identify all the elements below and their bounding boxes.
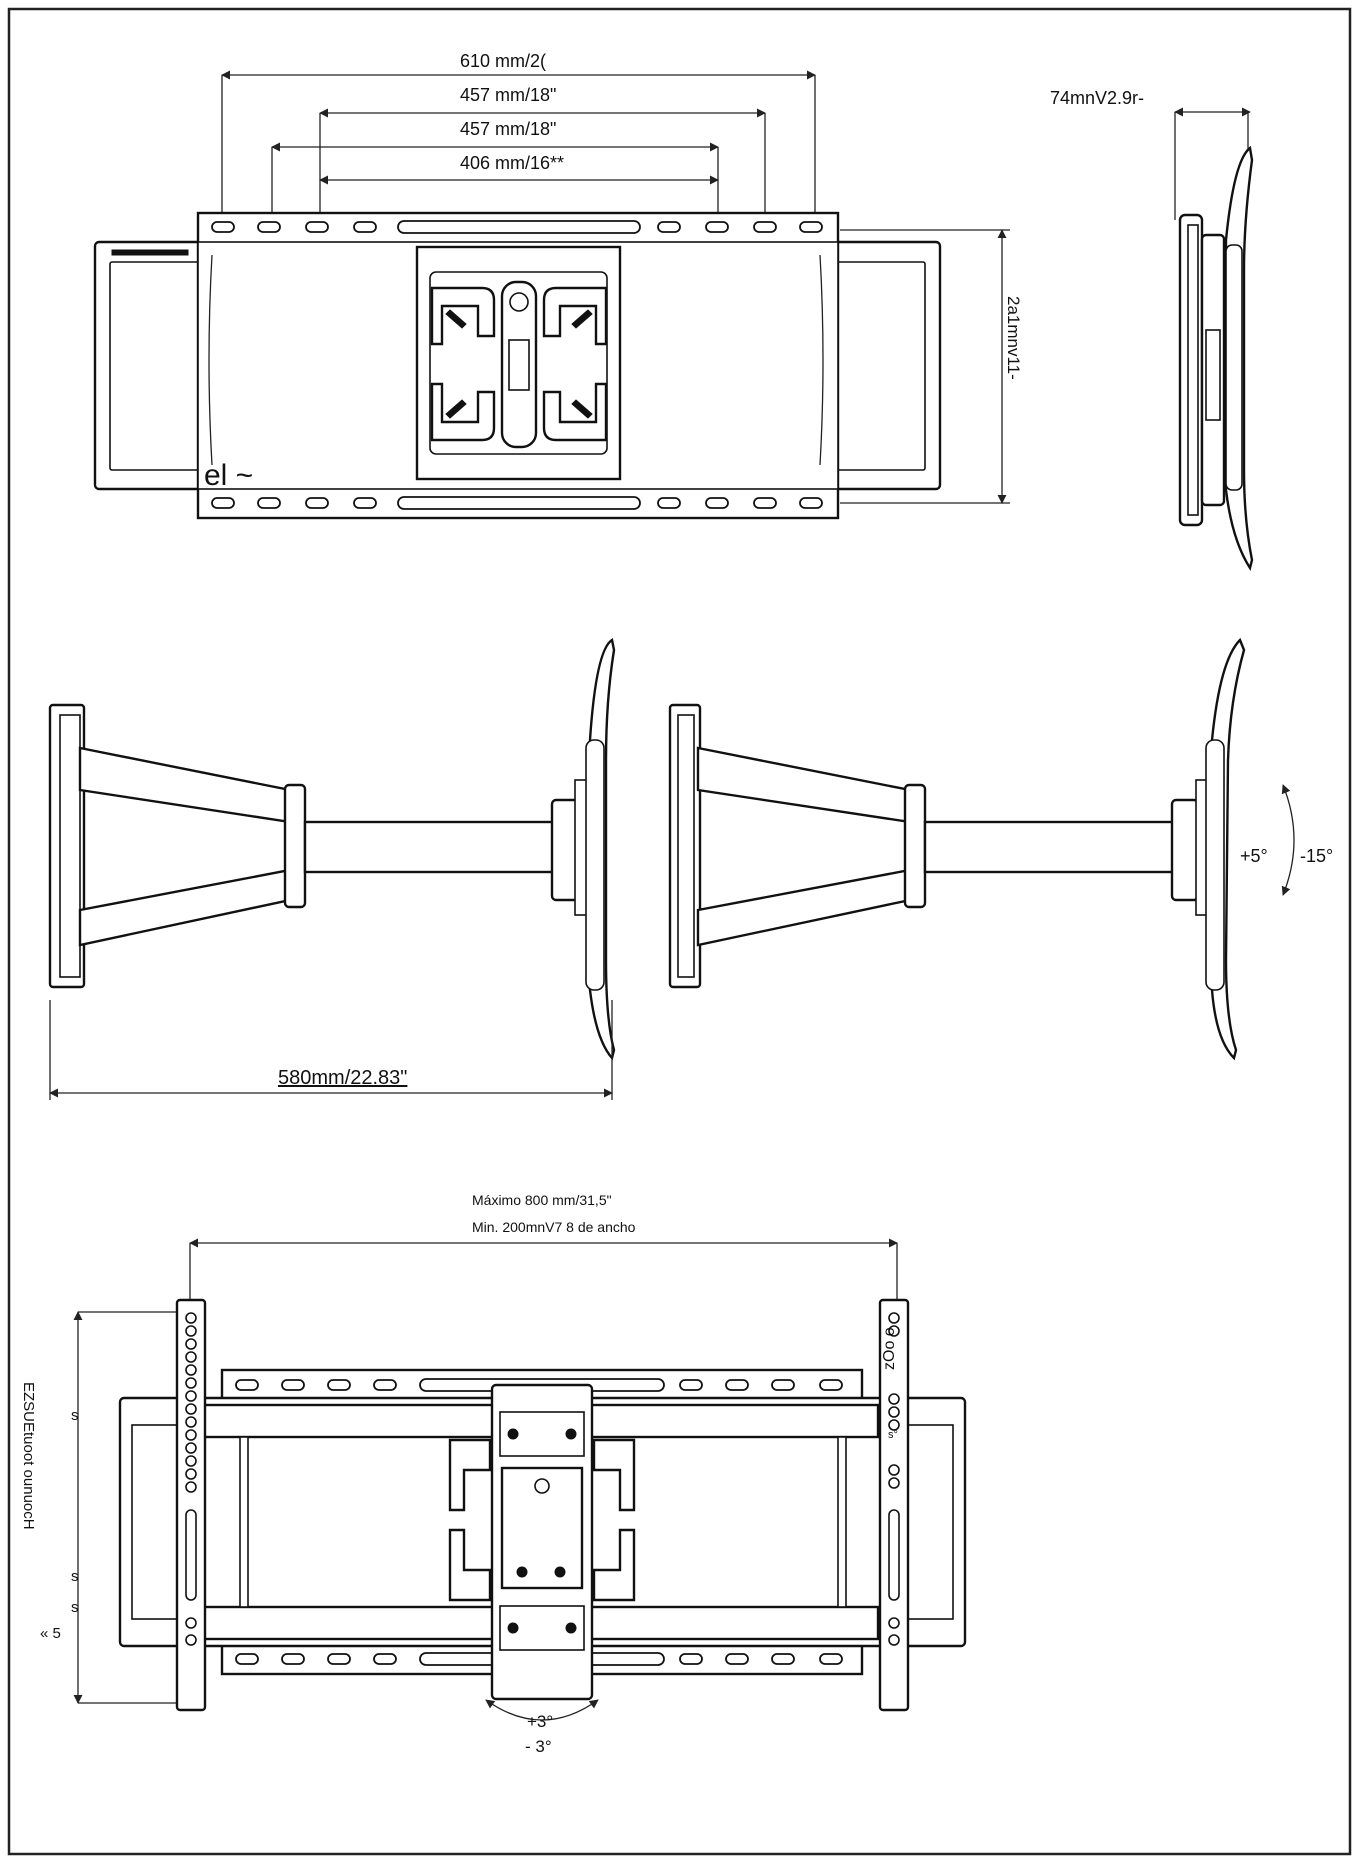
- rail-note-2: s°: [888, 1429, 898, 1441]
- tilt-down-angle: -15°: [1300, 846, 1334, 866]
- dimension-depth: 74mnV2.9r-: [1050, 88, 1145, 108]
- arm-view-tilt: [670, 640, 1333, 1058]
- front-view-vesa: [20, 1192, 965, 1756]
- dimension-457mm-b: 457 mm/18": [460, 119, 557, 139]
- side-mark-4: « 5: [40, 1625, 61, 1642]
- dimension-610mm: 610 mm/2(: [460, 51, 547, 71]
- swivel-plus-angle: +3°: [527, 1712, 554, 1731]
- top-view-wall-plate: [95, 51, 1023, 518]
- dimension-min-width: Min. 200mnV7 8 de ancho: [472, 1219, 636, 1235]
- dimension-extension: 580mm/22.83": [278, 1067, 408, 1089]
- side-mark-1: s: [71, 1407, 79, 1424]
- corner-note: el ~: [204, 459, 254, 492]
- dimension-height-rotated: ΕΖSUEtuoot ounuocH: [20, 1382, 37, 1530]
- tilt-up-angle: +5°: [1240, 846, 1268, 866]
- dimension-max-width: Máximo 800 mm/31,5": [472, 1192, 612, 1208]
- rail-note-1: zOo o: [881, 1327, 898, 1370]
- arm-view-extended: [50, 640, 614, 1100]
- swivel-minus-angle: - 3°: [525, 1737, 552, 1756]
- side-mark-2: s: [71, 1568, 79, 1585]
- dimension-457mm-a: 457 mm/18": [460, 85, 557, 105]
- side-mark-3: s: [71, 1599, 79, 1616]
- side-view: [1050, 88, 1252, 568]
- dimension-height-vertical: 2a1mnv11-: [1004, 296, 1023, 380]
- dimension-406mm: 406 mm/16**: [460, 153, 565, 173]
